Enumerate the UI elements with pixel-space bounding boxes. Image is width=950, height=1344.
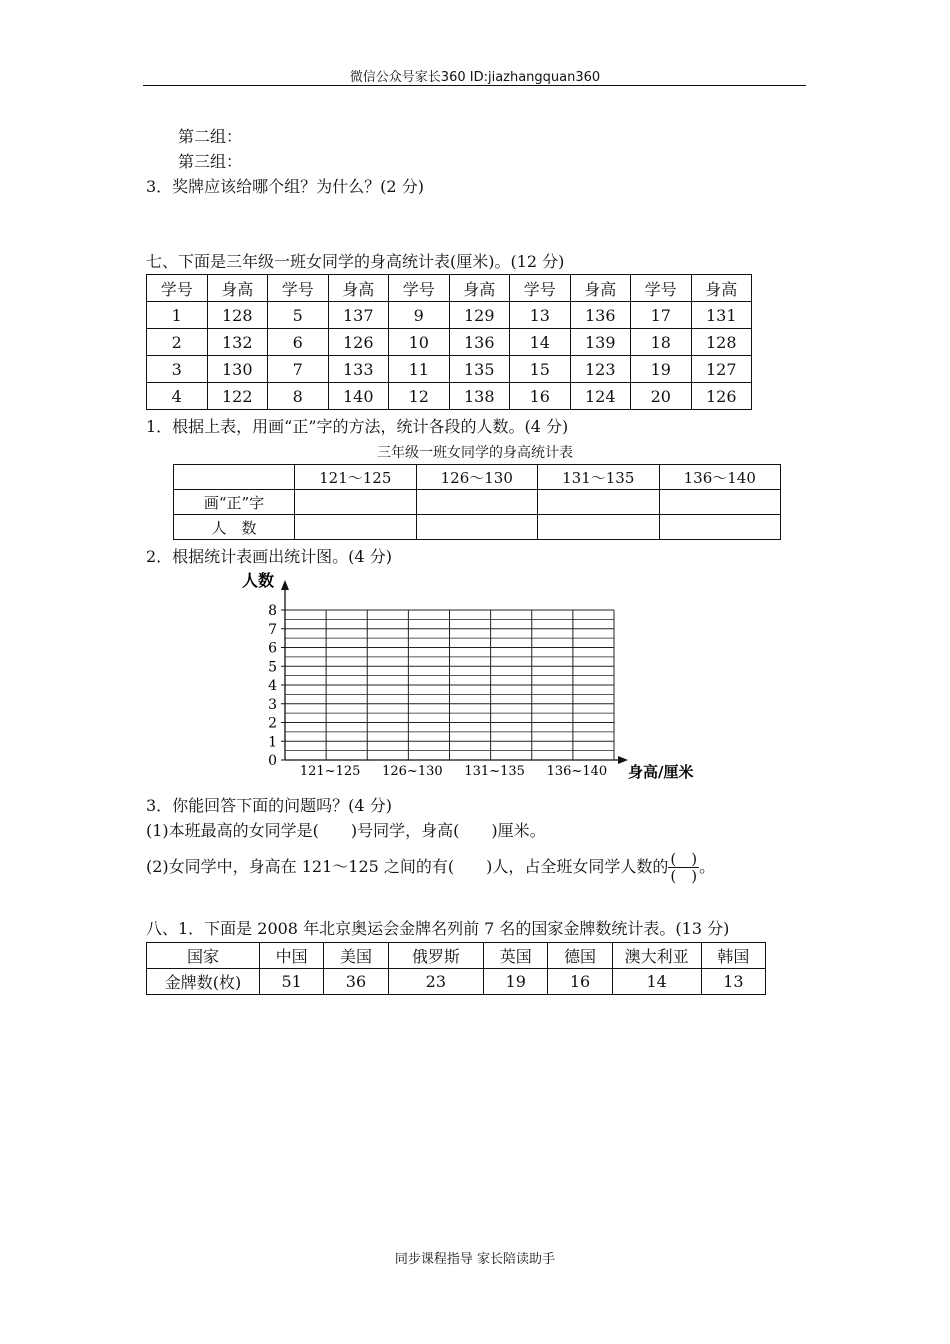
table-cell: 136 <box>570 302 631 329</box>
header-cell: 学号 <box>389 275 450 302</box>
row-label: 人 数 <box>174 515 295 540</box>
header-cell: 身高 <box>691 275 752 302</box>
header-divider <box>143 85 806 86</box>
x-tick-label: 136~140 <box>546 764 608 779</box>
table-cell: 18 <box>631 329 692 356</box>
y-tick-label: 1 <box>268 734 277 751</box>
tally-table <box>173 464 781 540</box>
table-row <box>147 383 752 410</box>
table-header-row <box>147 275 752 302</box>
tally-cell[interactable] <box>538 490 660 515</box>
y-tick-label: 7 <box>268 621 277 638</box>
y-tick-label: 4 <box>268 678 277 694</box>
y-tick-label: 6 <box>268 640 277 657</box>
header-cell <box>174 465 295 490</box>
table-cell: 129 <box>449 302 510 329</box>
table-cell: 127 <box>691 356 752 383</box>
page-header: 微信公众号家长360 ID:jiazhangquan360 <box>349 70 601 85</box>
table-cell: 51 <box>260 969 324 995</box>
header-cell: 131～135 <box>538 465 660 490</box>
table-cell: 133 <box>328 356 389 383</box>
y-axis-arrow-icon <box>281 580 289 590</box>
fraction-denominator: ( ) <box>670 867 698 885</box>
y-axis-label: 人数 <box>242 571 275 590</box>
table-cell: 36 <box>324 969 388 995</box>
table-cell: 6 <box>268 329 329 356</box>
y-tick-label: 0 <box>268 753 277 769</box>
header-cell: 美国 <box>324 943 388 969</box>
table-cell: 16 <box>548 969 612 995</box>
table-cell: 17 <box>631 302 692 329</box>
y-tick-label: 5 <box>268 659 277 676</box>
header-cell: 学号 <box>510 275 571 302</box>
header-cell: 澳大利亚 <box>612 943 701 969</box>
header-cell: 学号 <box>631 275 692 302</box>
group-two-line: 第二组： <box>178 127 243 146</box>
table-cell: 137 <box>328 302 389 329</box>
table-cell: 131 <box>691 302 752 329</box>
table-cell: 123 <box>570 356 631 383</box>
table-cell: 14 <box>510 329 571 356</box>
page-footer: 同步课程指导 家长陪读助手 <box>394 1252 556 1267</box>
count-cell[interactable] <box>295 515 417 540</box>
group-three-line: 第三组： <box>178 152 243 171</box>
header-cell: 韩国 <box>701 943 765 969</box>
table-cell: 135 <box>449 356 510 383</box>
header-cell: 俄罗斯 <box>388 943 483 969</box>
count-cell[interactable] <box>659 515 781 540</box>
x-tick-label: 121~125 <box>299 764 361 779</box>
table-cell: 130 <box>207 356 268 383</box>
header-cell: 身高 <box>328 275 389 302</box>
table-cell: 13 <box>510 302 571 329</box>
count-cell[interactable] <box>416 515 538 540</box>
y-tick-label: 2 <box>268 715 277 732</box>
x-axis-arrow-icon <box>618 756 628 764</box>
medal-count-row <box>147 969 766 995</box>
y-tick-label: 3 <box>268 696 277 713</box>
table-cell: 128 <box>691 329 752 356</box>
tally-cell[interactable] <box>659 490 781 515</box>
table-cell: 126 <box>328 329 389 356</box>
header-cell: 身高 <box>449 275 510 302</box>
table-cell: 122 <box>207 383 268 410</box>
count-cell[interactable] <box>538 515 660 540</box>
header-cell: 136～140 <box>659 465 781 490</box>
x-tick-label: 131~135 <box>464 764 525 779</box>
medal-question: 3．奖牌应该给哪个组？为什么？(2 分) <box>146 177 424 196</box>
height-table <box>146 274 752 410</box>
table-cell: 136 <box>449 329 510 356</box>
question-3-1: (1)本班最高的女同学是( )号同学，身高( )厘米。 <box>146 821 546 840</box>
table-row <box>147 302 752 329</box>
y-tick-label: 8 <box>268 603 277 619</box>
table-cell: 128 <box>207 302 268 329</box>
header-cell: 中国 <box>260 943 324 969</box>
row-label: 画“正”字 <box>174 490 295 515</box>
section8-title: 八、1．下面是 2008 年北京奥运会金牌名列前 7 名的国家金牌数统计表。(13 分) <box>146 919 730 938</box>
question-3-2 <box>146 851 715 884</box>
fraction-blank[interactable] <box>668 851 699 884</box>
header-cell: 学号 <box>147 275 208 302</box>
count-row <box>174 515 781 540</box>
table-cell: 23 <box>388 969 483 995</box>
section7-title: 七、下面是三年级一班女同学的身高统计表(厘米)。(12 分) <box>146 252 565 271</box>
table-cell: 126 <box>691 383 752 410</box>
table-cell: 19 <box>484 969 548 995</box>
x-tick-label: 126~130 <box>382 764 443 779</box>
table-cell: 20 <box>631 383 692 410</box>
question-3-2-end: 。 <box>699 857 716 876</box>
question-1: 1．根据上表，用画“正”字的方法，统计各段的人数。(4 分) <box>146 417 569 436</box>
header-cell: 身高 <box>570 275 631 302</box>
table-cell: 4 <box>147 383 208 410</box>
chart-grid <box>285 610 614 760</box>
tally-header-row <box>174 465 781 490</box>
table-row <box>147 356 752 383</box>
medal-header-row <box>147 943 766 969</box>
table-cell: 9 <box>389 302 450 329</box>
table-cell: 2 <box>147 329 208 356</box>
table-cell: 11 <box>389 356 450 383</box>
table-cell: 19 <box>631 356 692 383</box>
header-cell: 英国 <box>484 943 548 969</box>
table-cell: 132 <box>207 329 268 356</box>
tally-cell[interactable] <box>295 490 417 515</box>
table-cell: 3 <box>147 356 208 383</box>
table-cell: 14 <box>612 969 701 995</box>
header-cell: 学号 <box>268 275 329 302</box>
table-cell: 124 <box>570 383 631 410</box>
table-cell: 5 <box>268 302 329 329</box>
question-3: 3．你能回答下面的问题吗？(4 分) <box>146 796 392 815</box>
table-cell: 15 <box>510 356 571 383</box>
tally-table-caption: 三年级一班女同学的身高统计表 <box>377 445 573 461</box>
table-cell: 金牌数(枚) <box>147 969 260 995</box>
tally-row <box>174 490 781 515</box>
y-tick-labels <box>268 603 285 769</box>
header-cell: 德国 <box>548 943 612 969</box>
table-cell: 13 <box>701 969 765 995</box>
medal-table <box>146 942 766 995</box>
header-cell: 国家 <box>147 943 260 969</box>
table-cell: 140 <box>328 383 389 410</box>
question-3-2-text: (2)女同学中，身高在 121～125 之间的有( )人，占全班女同学人数的 <box>146 857 669 876</box>
header-cell: 121～125 <box>295 465 417 490</box>
table-cell: 16 <box>510 383 571 410</box>
fraction-numerator: ( ) <box>670 850 698 868</box>
x-axis-label: 身高/厘米 <box>628 763 694 781</box>
table-cell: 138 <box>449 383 510 410</box>
table-row <box>147 329 752 356</box>
table-cell: 139 <box>570 329 631 356</box>
blank-bar-chart[interactable] <box>230 568 720 788</box>
header-cell: 126～130 <box>416 465 538 490</box>
table-cell: 12 <box>389 383 450 410</box>
x-tick-labels <box>300 764 607 779</box>
header-cell: 身高 <box>207 275 268 302</box>
tally-cell[interactable] <box>416 490 538 515</box>
question-2: 2．根据统计表画出统计图。(4 分) <box>146 547 392 566</box>
table-cell: 1 <box>147 302 208 329</box>
table-cell: 8 <box>268 383 329 410</box>
table-cell: 7 <box>268 356 329 383</box>
table-cell: 10 <box>389 329 450 356</box>
